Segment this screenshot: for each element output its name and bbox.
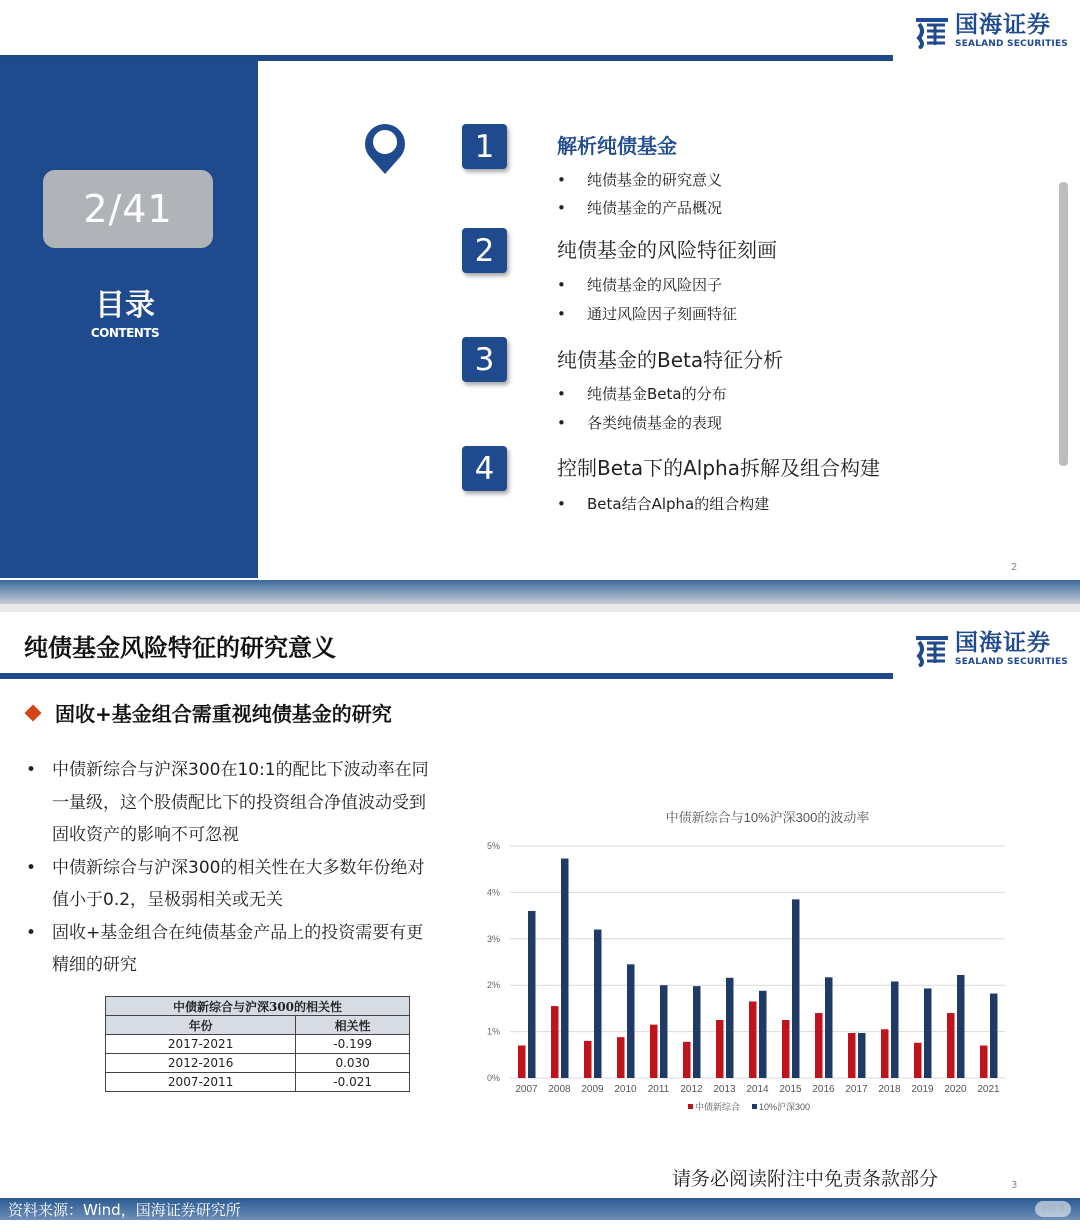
bar-csi300 [627,964,635,1078]
bar-bond [617,1037,625,1078]
x-tick-label: 2010 [614,1084,637,1095]
subheading-text: 固收+基金组合需重视纯债基金的研究 [55,702,392,726]
bar-bond [716,1020,724,1078]
table-row [106,1073,410,1092]
section-title-1[interactable]: 解析纯债基金 [557,134,677,158]
section-item: • 通过风险因子刻画特征 [557,305,738,323]
table-title: 中债新综合与沪深300的相关性 [106,997,410,1016]
section-title-2[interactable]: 纯债基金的风险特征刻画 [557,238,777,262]
section-number-1: 1 [462,124,507,169]
y-tick-label: 1% [486,1026,500,1037]
bar-bond [551,1006,559,1078]
table-cell: 2007-2011 [106,1073,296,1092]
section-item: • 各类纯债基金的表现 [557,414,723,432]
section-item: • 纯债基金的研究意义 [557,171,723,189]
bar-bond [881,1029,889,1078]
legend-swatch [688,1104,693,1109]
bar-bond [518,1046,526,1078]
bar-csi300 [528,911,536,1078]
logo-en: SEALAND SECURITIES [955,39,1068,49]
bar-bond [914,1043,922,1078]
x-tick-label: 2014 [746,1084,769,1095]
page-number: 3 [1011,1180,1018,1191]
bar-csi300 [891,981,899,1078]
bar-csi300 [792,899,800,1078]
logo-mark-icon [915,633,949,667]
bar-bond [782,1020,790,1078]
section-title-3[interactable]: 纯债基金的Beta特征分析 [557,348,784,372]
bar-bond [650,1025,658,1078]
x-tick-label: 2007 [515,1084,538,1095]
x-tick-label: 2009 [581,1084,604,1095]
correlation-table [105,996,410,1092]
section-item: • 纯债基金的风险因子 [557,276,723,294]
section-number-2: 2 [462,228,507,273]
slide-title: 纯债基金风险特征的研究意义 [24,634,336,662]
bottom-band [0,580,1080,604]
bar-bond [584,1041,592,1078]
y-tick-label: 2% [486,980,500,991]
table-cell: 2017-2021 [106,1035,296,1054]
bullet-list [24,754,454,982]
x-tick-label: 2008 [548,1084,571,1095]
bar-csi300 [660,985,668,1078]
section-item: • 纯债基金Beta的分布 [557,385,727,403]
x-tick-label: 2012 [680,1084,703,1095]
table-cell: -0.199 [296,1035,410,1054]
bar-csi300 [858,1033,866,1078]
x-tick-label: 2018 [878,1084,901,1095]
y-tick-label: 3% [486,933,500,944]
company-logo [915,632,1068,667]
subheading [24,698,392,727]
logo-en: SEALAND SECURITIES [955,657,1068,667]
bar-bond [815,1013,823,1078]
table-cell: 2012-2016 [106,1054,296,1073]
section-item: • 纯债基金的产品概况 [557,199,723,217]
y-tick-label: 4% [486,887,500,898]
bar-bond [947,1013,955,1078]
legend-label: 10%沪深300 [759,1102,811,1112]
table-cell: 0.030 [296,1054,410,1073]
scrollbar[interactable] [1059,182,1068,466]
bar-csi300 [924,988,932,1078]
slide-gap [0,604,1080,612]
contents-heading: 目录 [95,288,155,323]
bar-csi300 [990,994,998,1078]
x-tick-label: 2017 [845,1084,868,1095]
slide-research-significance [0,612,1080,1228]
bar-bond [683,1042,691,1078]
section-number-3: 3 [462,337,507,382]
bullet-item: • 固收+基金组合在纯债基金产品上的投资需要有更 精细的研究 [26,922,424,975]
location-pin-icon [361,120,409,176]
section-number-4: 4 [462,446,507,491]
bar-csi300 [726,978,734,1078]
bar-bond [980,1046,988,1078]
source-footer [0,1198,1080,1220]
x-tick-label: 2020 [944,1084,967,1095]
section-item: • Beta结合Alpha的组合构建 [557,495,770,513]
page-number: 2 [1011,562,1018,573]
page-counter: 2/41 [43,170,213,248]
legend-label: 中债新综合 [695,1102,741,1112]
watermark: 小红书 [1035,1201,1071,1217]
slide-contents [0,0,1080,604]
bar-csi300 [561,859,569,1078]
bar-csi300 [957,975,965,1078]
table-header: 年份 [106,1016,296,1035]
bullet-item: • 中债新综合与沪深300在10:1的配比下波动率在同 一量级，这个股债配比下的投资组合净值波动受到 固收资产的影响不可忽视 [26,760,429,845]
x-tick-label: 2019 [911,1084,934,1095]
diamond-bullet-icon [25,704,42,721]
x-tick-label: 2016 [812,1084,835,1095]
bullet-item: • 中债新综合与沪深300的相关性在大多数年份绝对 值小于0.2，呈极弱相关或无关 [26,857,425,910]
source-text: 资料来源：Wind，国海证券研究所 [8,1201,241,1219]
header-rule [0,673,893,679]
bar-bond [848,1033,856,1078]
table-header: 相关性 [296,1016,410,1035]
table-cell: -0.021 [296,1073,410,1092]
bar-csi300 [693,986,701,1078]
bar-csi300 [759,991,767,1078]
x-tick-label: 2011 [647,1084,670,1095]
chart-title: 中债新综合与10%沪深300的波动率 [665,810,870,825]
table-row [106,1054,410,1073]
x-tick-label: 2013 [713,1084,736,1095]
volatility-bar-chart [470,808,1030,1128]
bar-csi300 [825,977,833,1078]
logo-cn: 国海证券 [955,12,1052,38]
x-tick-label: 2021 [977,1084,1000,1095]
disclaimer: 请务必阅读附注中免责条款部分 [672,1168,939,1190]
y-tick-label: 5% [486,841,500,851]
left-panel [0,58,258,578]
company-logo [915,14,1068,49]
bar-csi300 [594,930,602,1078]
table-row [106,1035,410,1054]
contents-heading-en: CONTENTS [90,326,160,340]
logo-cn: 国海证券 [955,630,1052,656]
x-tick-label: 2015 [779,1084,802,1095]
section-title-4[interactable]: 控制Beta下的Alpha拆解及组合构建 [557,456,880,480]
bar-bond [749,1001,757,1078]
y-tick-label: 0% [486,1073,500,1083]
logo-mark-icon [915,15,949,49]
legend-swatch [752,1104,757,1109]
